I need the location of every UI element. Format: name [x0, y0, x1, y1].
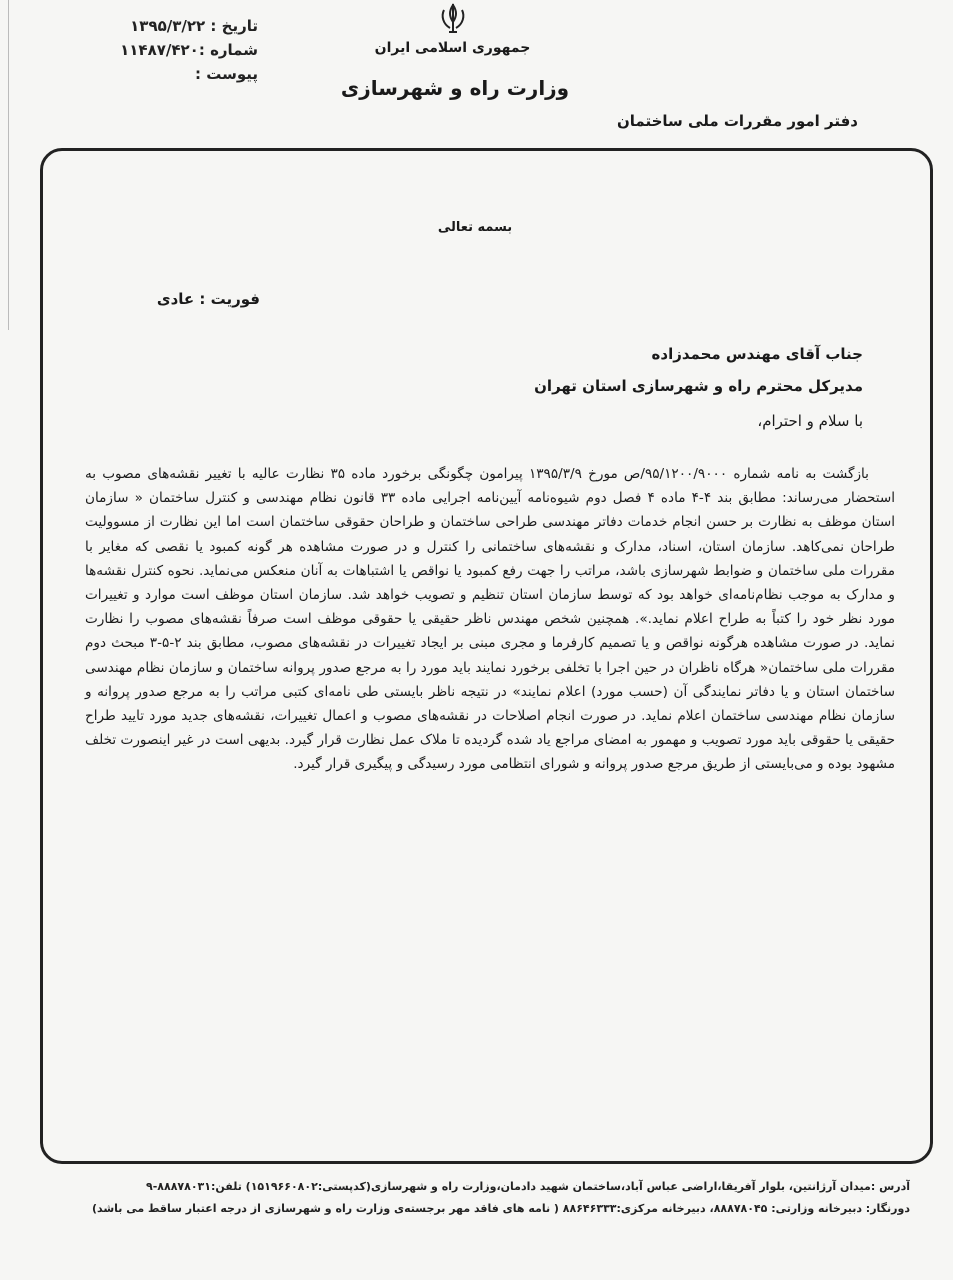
recipient-name: جناب آقای مهندس محمدزاده — [651, 345, 863, 363]
letter-body: بازگشت به نامه شماره ۹۵/۱۲۰۰/۹۰۰۰/ص مورخ ۱۳۹۵/۳/۹ پیرامون چگونگی برخورد ماده ۳۵ نظارت عالیه با تغییر نقشه‌های مصوب به استحضار می‌رساند: مطابق بند ۴-۴ ماده ۴ فصل دوم شیوه‌نامه آیین‌نامه اجرایی ماده ۳۳ قانون نظام مهندسی و کنترل ساختمان « سازمان استان موظف به نظارت بر حسن انجام خدمات دفاتر مهندسی طراحی ساختمان و طراحان حقوقی ساختمان است اما این نظارت از مسوولیت طراحان نمی‌کاهد. سازمان استان، اسناد، مدارک و نقشه‌های ساختمانی را کنترل و در صورت مشاهده هر گونه کمبود یا نقصی که مغایر با مقررات ملی ساختمان و ضوابط شهرسازی باشد، مراتب را جهت رفع کمبود یا نواقص یا اشتباهات به آنان منعکس می‌نماید. نحوه کنترل نقشه‌ها و مدارک به موجب نظام‌نامه‌ای خواهد بود که توسط سازمان استان تنظیم و تصویب خواهد شد. سازمان استان موظف است موارد و تغییرات مورد نظر خود را کتباً به طراح اعلام نماید.». همچنین شخص مهندس ناظر حقیقی یا حقوقی موظف است صرفاً نقشه‌های مصوب را نظارت نماید. در صورت مشاهده هرگونه نواقص و یا تصمیم کارفرما و مجری مبنی بر ایجاد تغییرات در نقشه‌های مصوب، مطابق بند ۲-۵-۳ مبحث دوم مقررات ملی ساختمان« هرگاه ناظران در حین اجرا با تخلفی برخورد نمایند باید مورد را به مرجع صدور پروانه ساختمان و سازمان نظام مهندسی ساختمان استان و یا دفاتر نمایندگی آن (حسب مورد) اعلام نمایند» در نتیجه ناظر بایستی طی نامه‌ای کتبی مراتب را به مرجع صدور پروانه و سازمان نظام مهندسی ساختمان اعلام نماید. در صورت انجام اصلاحات در نقشه‌های مصوب و اعمال تغییرات، نقشه‌های جدید مورد تایید طراح حقیقی یا حقوقی باید مورد تصویب و مهمور به امضای مراجع یاد شده گردیده تا ملاک عمل نظارت قرار گیرد. بدیهی است در غیر اینصورت تخلف مشهود بوده و می‌بایستی از طریق مرجع صدور پروانه و شورای انتظامی مورد رسیدگی و پیگیری قرار گیرد. — [85, 466, 896, 773]
footer-fax: دورنگار: دبیرخانه وزارتی: ۸۸۸۷۸۰۴۵، دبیرخانه مرکزی:۸۸۶۴۶۳۳۳ ( نامه های فاقد مهر برجسته‌ی وزارت راه و شهرسازی از درجه اعتبار ساقط می باشد) — [91, 1202, 910, 1215]
office-title: دفتر امور مقررات ملی ساختمان — [617, 112, 858, 130]
letter-number: شماره :۱۱۴۸۷/۴۲۰ — [120, 41, 258, 59]
republic-title: جمهوری اسلامی ایران — [374, 40, 531, 56]
iran-emblem-icon — [435, 2, 471, 36]
recipient-block — [463, 338, 863, 402]
greeting: با سلام و احترام، — [757, 412, 863, 430]
letter-footer — [40, 1176, 910, 1220]
urgency-label: فوریت : عادی — [156, 290, 260, 308]
recipient-title: مدیرکل محترم راه و شهرسازی استان تهران — [534, 377, 863, 395]
letter-attachment: پیوست : — [194, 65, 258, 83]
footer-address: آدرس :میدان آرژانتین، بلوار آفریقا،اراضی عباس آباد،ساختمان شهید دادمان،وزارت راه و شهرسازی(کدپستی:۱۵۱۹۶۶۰۸۰۲) تلفن:۸۸۸۷۸۰۳۱-۹ — [145, 1180, 910, 1193]
page-edge-divider — [0, 0, 9, 330]
ministry-title: وزارت راه و شهرسازی — [340, 76, 570, 100]
letter-date: تاریخ : ۱۳۹۵/۳/۲۲ — [130, 17, 258, 35]
bismillah: بسمه تعالی — [437, 220, 513, 235]
letter-meta — [88, 14, 258, 86]
